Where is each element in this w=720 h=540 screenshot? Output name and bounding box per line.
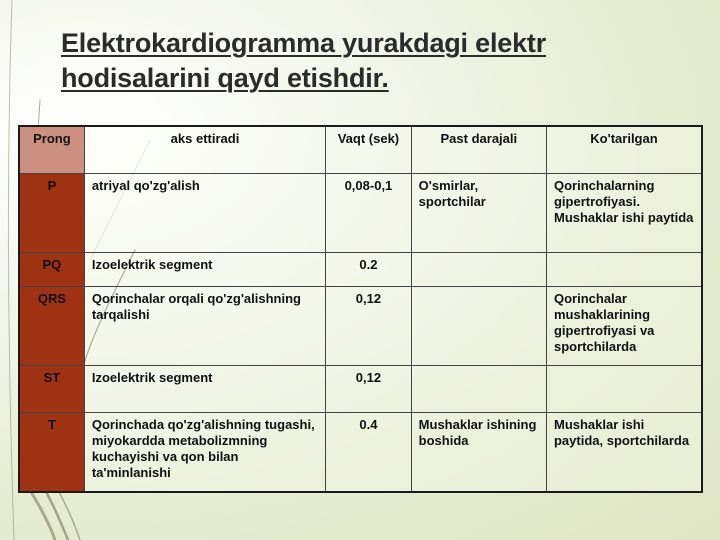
- cell-time: 0,12: [326, 287, 411, 366]
- table-row: [19, 253, 702, 287]
- cell-time: 0.2: [326, 253, 411, 287]
- cell-prong: ST: [19, 366, 84, 413]
- table-row: [19, 287, 702, 366]
- cell-time: 0.4: [326, 413, 411, 493]
- table-row: [19, 366, 702, 413]
- cell-high: Qorinchalarning gipertrofiyasi. Mushaklar ishi paytida: [546, 174, 702, 253]
- cell-time: 0,12: [326, 366, 411, 413]
- header-low: Past darajali: [411, 126, 546, 174]
- cell-prong: PQ: [19, 253, 84, 287]
- table-row: [19, 174, 702, 253]
- cell-low: Mushaklar ishining boshida: [411, 413, 546, 493]
- cell-reflects: Qorinchalar orqali qo'zg'alishning tarqalishi: [84, 287, 325, 366]
- header-reflects: aks ettiradi: [84, 126, 325, 174]
- cell-reflects: Izoelektrik segment: [84, 253, 325, 287]
- cell-high: [546, 366, 702, 413]
- header-high: Ko'tarilgan: [546, 126, 702, 174]
- cell-reflects: Qorinchada qo'zg'alishning tugashi, miyokardda metabolizmning kuchayishi va qon bilan ta'minlanishi: [84, 413, 325, 493]
- cell-high: Mushaklar ishi paytida, sportchilarda: [546, 413, 702, 493]
- slide-title: Elektrokardiogramma yurakdagi elektr hodisalarini qayd etishdir.: [61, 28, 547, 93]
- cell-prong: T: [19, 413, 84, 493]
- cell-reflects: Izoelektrik segment: [84, 366, 325, 413]
- cell-low: [411, 366, 546, 413]
- cell-high: [546, 253, 702, 287]
- ecg-table: [18, 125, 703, 493]
- header-prong: Prong: [19, 126, 84, 174]
- cell-time: 0,08-0,1: [326, 174, 411, 253]
- cell-reflects: atriyal qo'zg'alish: [84, 174, 325, 253]
- cell-prong: P: [19, 174, 84, 253]
- table-row: [19, 413, 702, 493]
- cell-prong: QRS: [19, 287, 84, 366]
- cell-low: [411, 253, 546, 287]
- cell-low: [411, 287, 546, 366]
- table-header-row: [19, 126, 702, 174]
- cell-low: O'smirlar, sportchilar: [411, 174, 546, 253]
- header-time: Vaqt (sek): [326, 126, 411, 174]
- cell-high: Qorinchalar mushaklarining gipertrofiyasi va sportchilarda: [546, 287, 702, 366]
